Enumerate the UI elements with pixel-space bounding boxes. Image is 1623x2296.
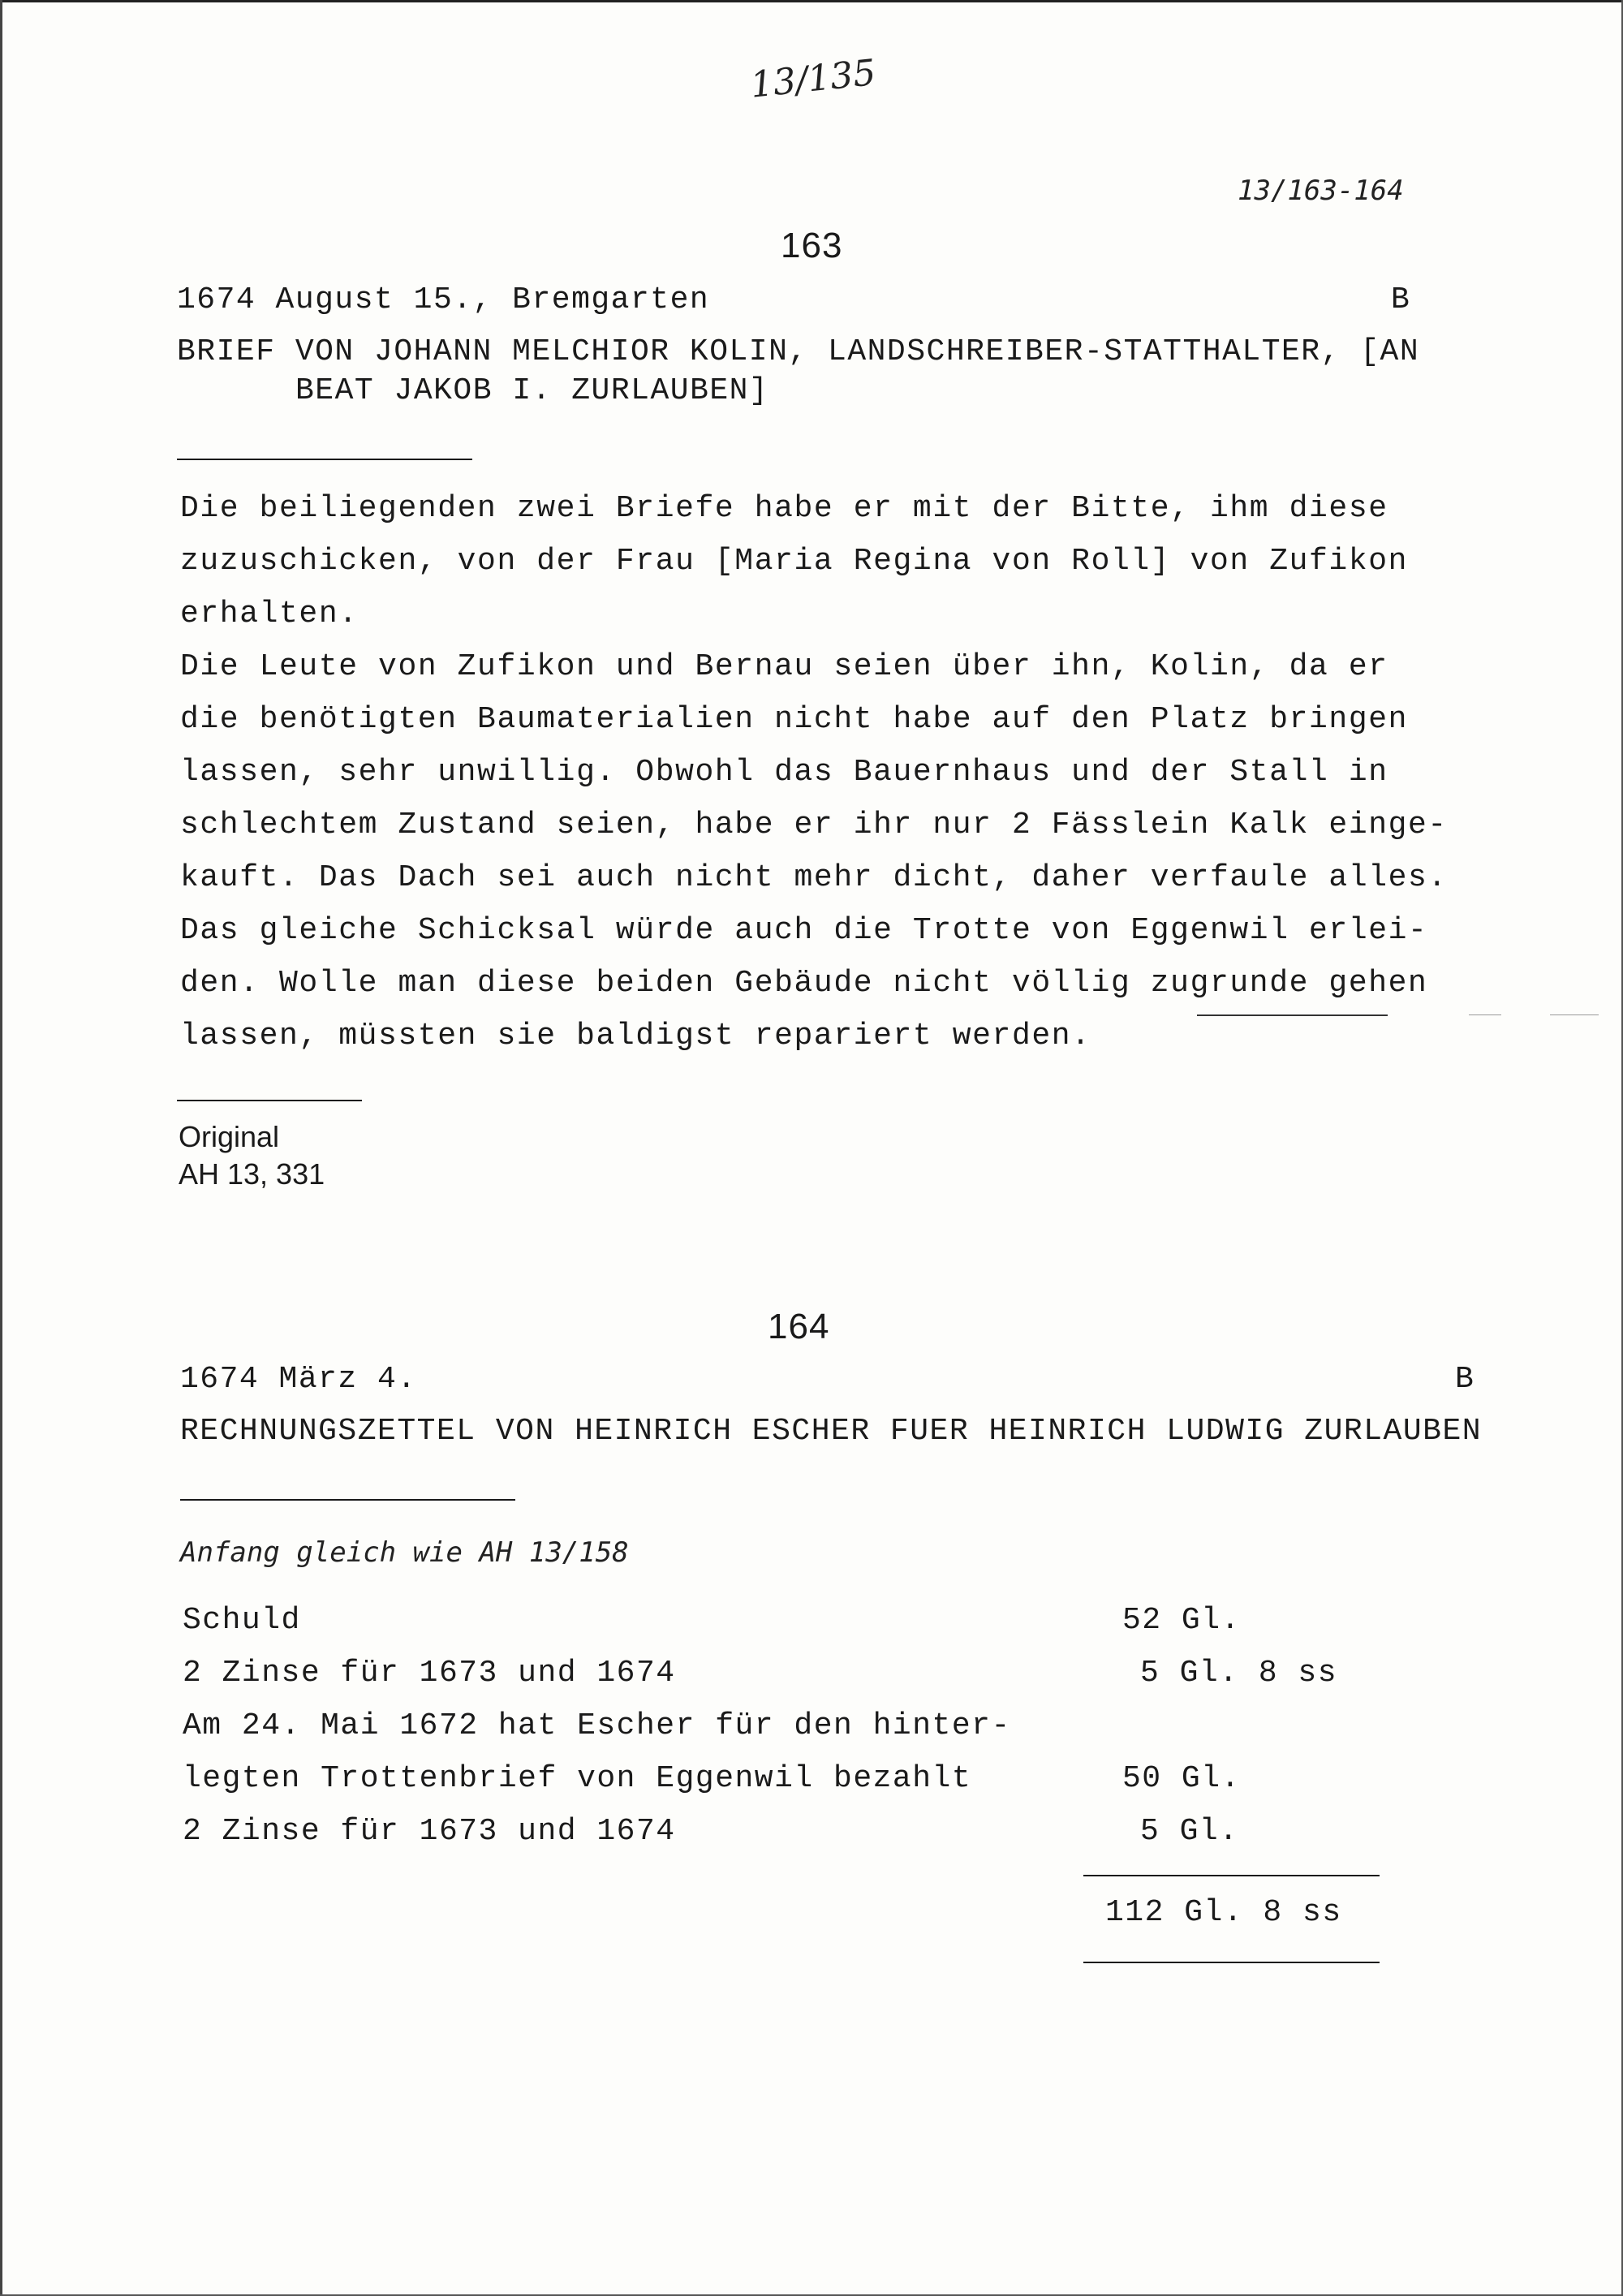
body-line: lassen, sehr unwillig. Obwohl das Bauernhaus und der Stall in (180, 755, 1388, 790)
doc163-source-ref: AH 13, 331 (179, 1157, 325, 1191)
scan-mark-dash (1550, 1014, 1599, 1015)
body-line: erhalten. (180, 597, 359, 631)
account-row-text: Am 24. Mai 1672 hat Escher für den hinter- (183, 1708, 1011, 1743)
body-line: Das gleiche Schicksal würde auch die Trotte von Eggenwil erlei- (180, 913, 1428, 948)
doc163-type-code: B (1391, 282, 1411, 317)
body-line: Die Leute von Zufikon und Bernau seien über ihn, Kolin, da er (180, 649, 1388, 684)
account-row-amount: 50 Gl. (1122, 1761, 1241, 1796)
doc163-number: 163 (781, 226, 843, 265)
total-rule-bottom (1083, 1962, 1380, 1963)
doc164-date-place: 1674 März 4. (180, 1362, 417, 1397)
account-total: 112 Gl. 8 ss (1105, 1895, 1342, 1930)
archive-handwritten-number: 13/135 (748, 51, 878, 106)
body-line: zuzuschicken, von der Frau [Maria Regina von Roll] von Zufikon (180, 544, 1409, 579)
body-line: kauft. Das Dach sei auch nicht mehr dicht, daher verfaule alles. (180, 860, 1448, 895)
body-line: schlechtem Zustand seien, habe er ihr nur 2 Fässlein Kalk einge- (180, 808, 1448, 842)
account-row-amount: 5 Gl. 8 ss (1140, 1656, 1338, 1691)
account-row-text: legten Trottenbrief von Eggenwil bezahlt (183, 1761, 972, 1796)
scan-edge-top (0, 0, 1623, 2)
doc163-source-label: Original (179, 1120, 280, 1153)
body-line: lassen, müssten sie baldigst repariert werden. (180, 1019, 1091, 1053)
account-row-text: Schuld (183, 1603, 301, 1638)
doc164-title: RECHNUNGSZETTEL VON HEINRICH ESCHER FUER HEINRICH LUDWIG ZURLAUBEN (180, 1414, 1483, 1449)
account-row-amount: 52 Gl. (1122, 1603, 1241, 1638)
total-rule-top (1083, 1875, 1380, 1876)
doc163-title-line1: BRIEF VON JOHANN MELCHIOR KOLIN, LANDSCHREIBER-STATTHALTER, [AN (177, 334, 1420, 369)
doc163-source-separator (177, 1100, 362, 1101)
doc164-note: Anfang gleich wie AH 13/158 (180, 1536, 629, 1569)
doc164-separator (180, 1499, 515, 1501)
account-row-text: 2 Zinse für 1673 und 1674 (183, 1814, 676, 1849)
body-line: den. Wolle man diese beiden Gebäude nicht völlig zugrunde gehen (180, 966, 1428, 1001)
account-row-text: 2 Zinse für 1673 und 1674 (183, 1656, 676, 1691)
scan-mark-dash (1197, 1014, 1388, 1016)
scan-mark-dash (1469, 1014, 1501, 1015)
doc163-separator (177, 459, 472, 460)
account-row-amount: 5 Gl. (1140, 1814, 1239, 1849)
body-line: Die beiliegenden zwei Briefe habe er mit der Bitte, ihm diese (180, 491, 1388, 526)
doc163-date-place: 1674 August 15., Bremgarten (177, 282, 710, 317)
doc164-type-code: B (1455, 1362, 1475, 1397)
page-reference: 13/163-164 (1238, 174, 1404, 207)
scan-edge-left (0, 0, 2, 2296)
body-line: die benötigten Baumaterialien nicht habe auf den Platz bringen (180, 702, 1409, 737)
doc163-title-line2: BEAT JAKOB I. ZURLAUBEN] (295, 373, 769, 408)
doc164-number: 164 (768, 1307, 830, 1346)
